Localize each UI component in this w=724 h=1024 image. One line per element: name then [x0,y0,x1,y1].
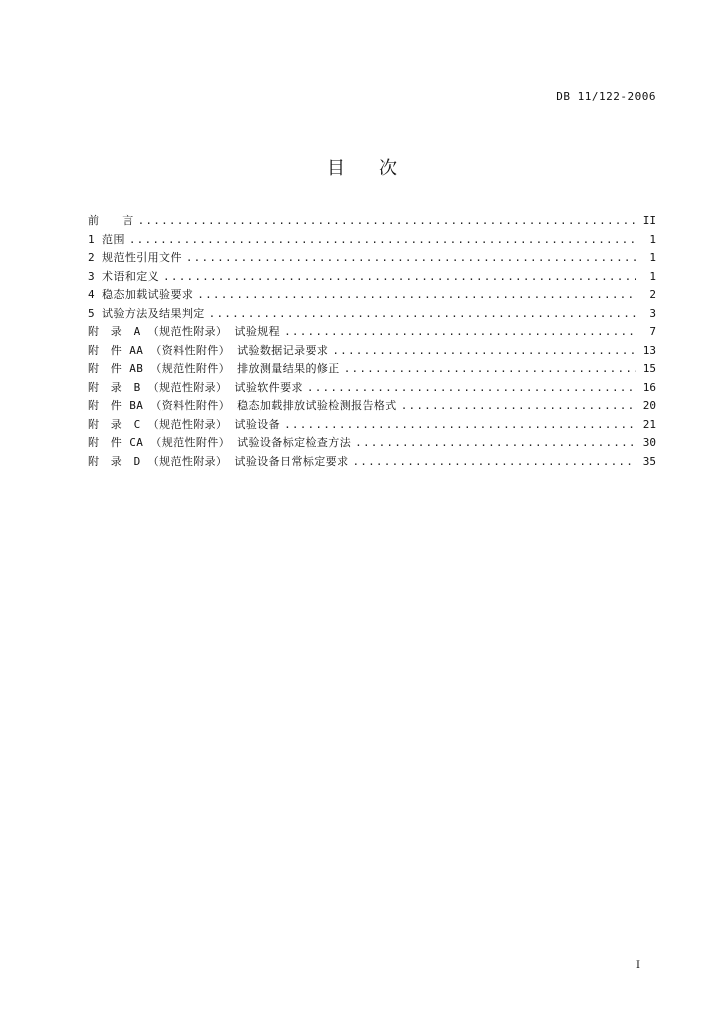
toc-entry-label: 4 稳态加载试验要求 [88,288,194,301]
title-char-1: 目 [327,158,345,179]
toc-entry-page: 7 [649,325,656,338]
toc-entry-label: 附 录 C （规范性附录） 试验设备 [88,417,281,431]
toc-entry-page: 13 [642,343,656,357]
toc-leader-dots [307,381,636,394]
toc-leader-dots [344,362,636,375]
toc-leader-dots [197,288,636,301]
toc-entry-normative-references[interactable] [88,249,656,268]
page-title [0,154,724,180]
toc-entry-page: 1 [649,251,656,264]
toc-entry-page: 3 [649,306,656,320]
toc-entry-label: 附 件 AB （规范性附件） 排放测量结果的修正 [88,362,340,375]
toc-entry-test-methods[interactable] [88,305,656,324]
toc-entry-page: 16 [642,380,656,394]
toc-entry-label: 附 录 A （规范性附录） 试验规程 [88,325,281,338]
toc-entry-annex-ab[interactable] [88,360,656,379]
toc-entry-foreword[interactable] [88,212,656,231]
toc-leader-dots [209,307,636,320]
toc-leader-dots [186,251,636,264]
toc-leader-dots [138,214,636,227]
toc-entry-annex-ca[interactable] [88,434,656,453]
table-of-contents [88,212,656,471]
toc-entry-page: 35 [642,454,656,468]
toc-entry-label: 5 试验方法及结果判定 [88,306,205,320]
toc-entry-page: 1 [649,269,656,283]
toc-leader-dots [129,233,636,246]
toc-entry-page: 2 [649,288,656,301]
toc-leader-dots [401,399,636,412]
toc-entry-appendix-b[interactable] [88,379,656,398]
toc-entry-label: 2 规范性引用文件 [88,251,182,264]
toc-entry-scope[interactable] [88,231,656,250]
toc-entry-terms-definitions[interactable] [88,268,656,287]
toc-entry-label: 1 范围 [88,232,125,246]
toc-entry-label: 3 术语和定义 [88,269,160,283]
toc-entry-label: 前 言 [88,214,134,227]
toc-leader-dots [332,344,636,357]
toc-entry-appendix-d[interactable] [88,453,656,472]
toc-entry-label: 附 件 AA （资料性附件） 试验数据记录要求 [88,343,329,357]
toc-entry-page: 30 [642,436,656,449]
toc-leader-dots [284,325,636,338]
toc-entry-label: 附 件 CA （规范性附件） 试验设备标定检查方法 [88,436,352,449]
document-code: DB 11/122-2006 [556,90,656,103]
toc-entry-appendix-a[interactable] [88,323,656,342]
toc-leader-dots [355,436,636,449]
toc-entry-annex-aa[interactable] [88,342,656,361]
page-number: I [636,960,640,971]
toc-entry-label: 附 录 B （规范性附录） 试验软件要求 [88,380,303,394]
toc-entry-test-requirements[interactable] [88,286,656,305]
toc-leader-dots [284,418,636,431]
toc-entry-page: 15 [642,362,656,375]
toc-entry-page: 21 [642,417,656,431]
toc-entry-annex-ba[interactable] [88,397,656,416]
toc-leader-dots [163,270,636,283]
title-char-2: 次 [379,158,397,179]
toc-entry-label: 附 件 BA （资料性附件） 稳态加载排放试验检测报告格式 [88,399,397,412]
toc-entry-label: 附 录 D （规范性附录） 试验设备日常标定要求 [88,454,349,468]
toc-entry-page: 20 [642,399,656,412]
toc-leader-dots [352,455,636,468]
toc-entry-appendix-c[interactable] [88,416,656,435]
toc-entry-page: II [642,214,656,227]
toc-entry-page: 1 [649,232,656,246]
